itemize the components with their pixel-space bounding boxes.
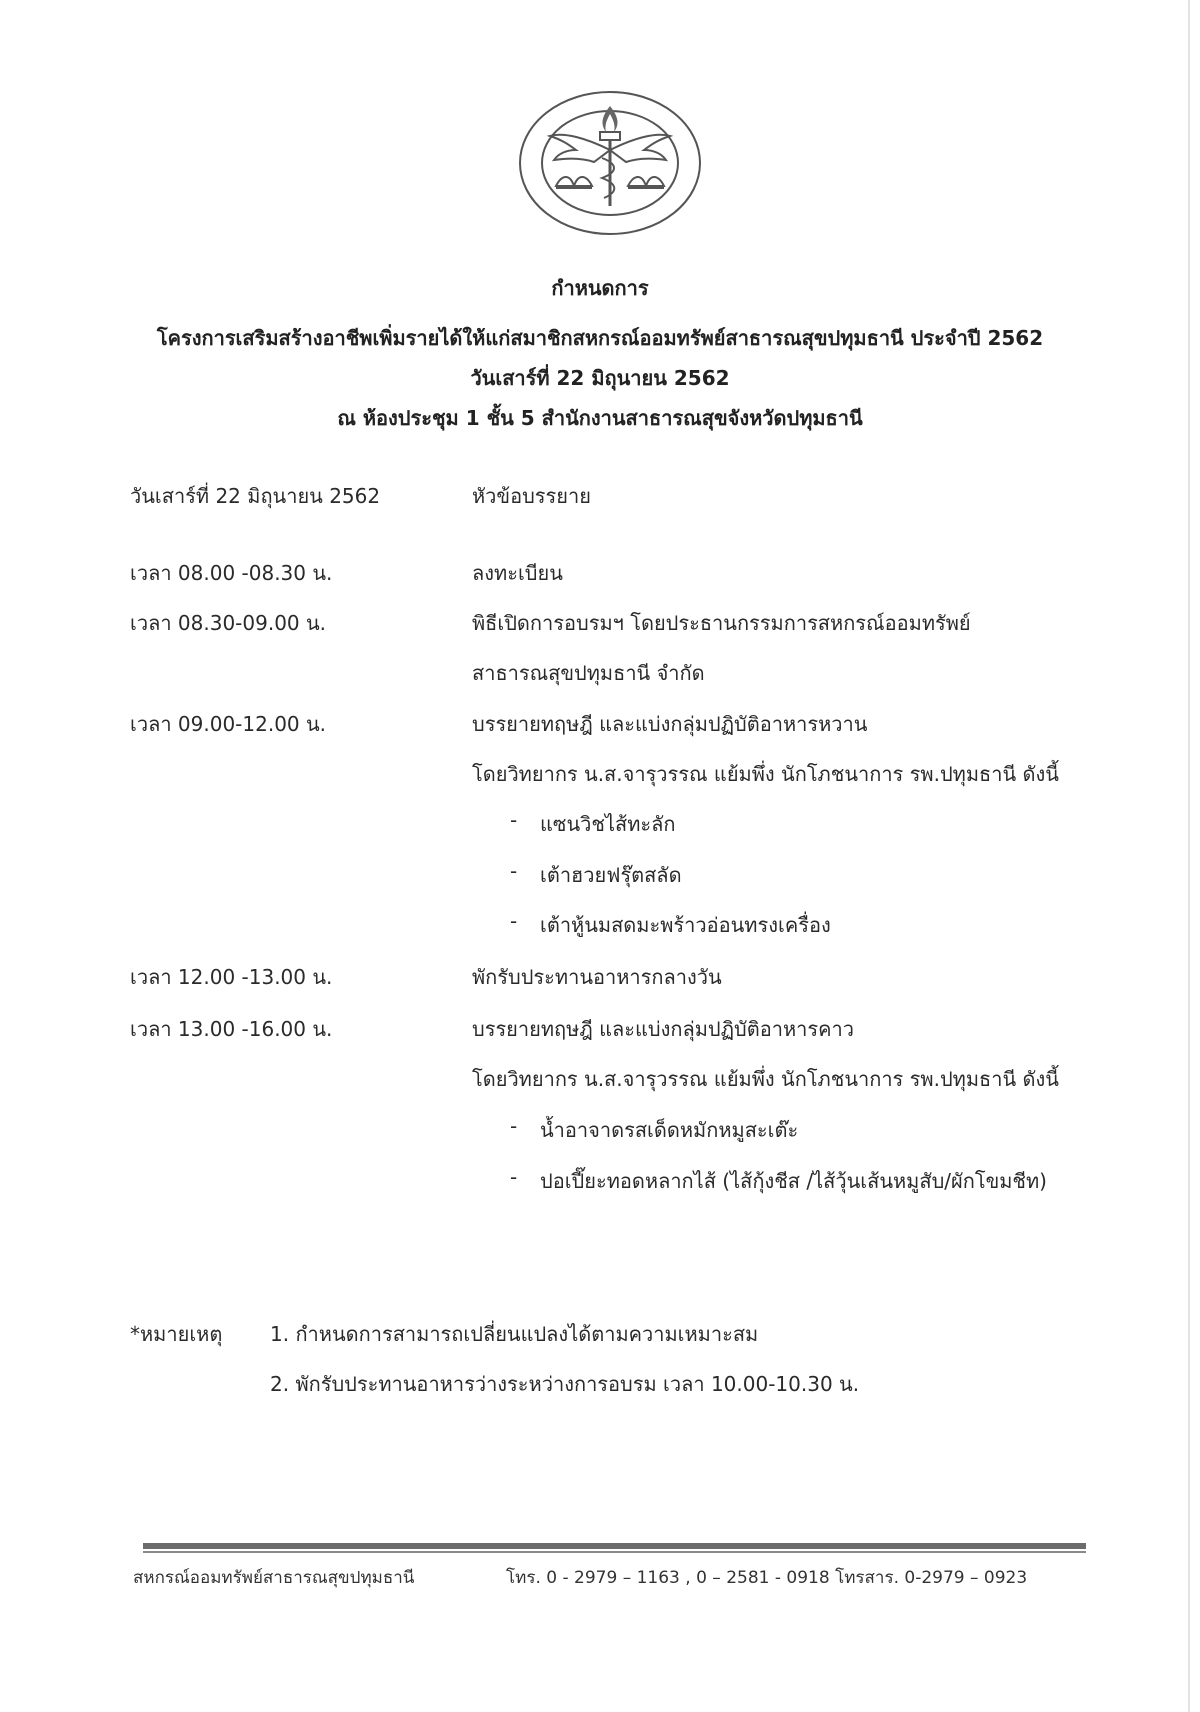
schedule-topic-line: โดยวิทยากร น.ส.จารุวรรณ แย้มพึ่ง นักโภชนาการ รพ.ปทุมธานี ดังนี้	[472, 1067, 1059, 1091]
bullet-dash: -	[510, 1165, 518, 1189]
menu-item: แซนวิชไส้ทะลัก	[540, 812, 676, 836]
event-date: วันเสาร์ที่ 22 มิถุนายน 2562	[470, 366, 730, 390]
schedule-topic-line: บรรยายทฤษฎี และแบ่งกลุ่มปฏิบัติอาหารหวาน	[472, 712, 868, 736]
schedule-time: เวลา 08.00 -08.30 น.	[130, 561, 333, 585]
schedule-topic-line: พิธีเปิดการอบรมฯ โดยประธานกรรมการสหกรณ์ออมทรัพย์	[472, 611, 971, 635]
menu-item: เต้าฮวยฟรุ๊ตสลัด	[540, 863, 682, 887]
schedule-topic-line: โดยวิทยากร น.ส.จารุวรรณ แย้มพึ่ง นักโภชนาการ รพ.ปทุมธานี ดังนี้	[472, 762, 1059, 786]
remarks-label: *หมายเหตุ	[130, 1322, 223, 1346]
schedule-topic-line: ลงทะเบียน	[472, 561, 563, 585]
menu-item: เต้าหู้นมสดมะพร้าวอ่อนทรงเครื่อง	[540, 913, 831, 937]
footer-rule	[143, 1543, 1086, 1549]
schedule-time: เวลา 12.00 -13.00 น.	[130, 965, 333, 989]
schedule-topic-line: บรรยายทฤษฎี และแบ่งกลุ่มปฏิบัติอาหารคาว	[472, 1017, 854, 1041]
remark-item: 1. กำหนดการสามารถเปลี่ยนแปลงได้ตามความเหมาะสม	[270, 1322, 759, 1346]
footer-organization: สหกรณ์ออมทรัพย์สาธารณสุขปทุมธานี	[133, 1568, 415, 1588]
footer-contact: โทร. 0 - 2979 – 1163 , 0 – 2581 - 0918 โทรสาร. 0-2979 – 0923	[506, 1568, 1028, 1588]
schedule-time: เวลา 13.00 -16.00 น.	[130, 1017, 333, 1041]
schedule-date-header: วันเสาร์ที่ 22 มิถุนายน 2562	[130, 484, 381, 508]
bullet-dash: -	[510, 859, 518, 883]
schedule-time: เวลา 08.30-09.00 น.	[130, 611, 327, 635]
bullet-dash: -	[510, 909, 518, 933]
remark-item: 2. พักรับประทานอาหารว่างระหว่างการอบรม เวลา 10.00-10.30 น.	[270, 1372, 860, 1396]
schedule-topic-line: สาธารณสุขปทุมธานี จำกัด	[472, 661, 705, 685]
cooperative-seal-logo	[516, 88, 704, 238]
schedule-time: เวลา 09.00-12.00 น.	[130, 712, 327, 736]
schedule-topic-line: พักรับประทานอาหารกลางวัน	[472, 965, 722, 989]
page-edge-line	[1188, 0, 1190, 1712]
footer-rule-thin	[143, 1551, 1086, 1553]
event-venue: ณ ห้องประชุม 1 ชั้น 5 สำนักงานสาธารณสุขจังหวัดปทุมธานี	[337, 406, 863, 430]
project-title: โครงการเสริมสร้างอาชีพเพิ่มรายได้ให้แก่สมาชิกสหกรณ์ออมทรัพย์สาธารณสุขปทุมธานี ประจำปี 2562	[156, 326, 1044, 350]
bullet-dash: -	[510, 1114, 518, 1138]
bullet-dash: -	[510, 808, 518, 832]
schedule-topic-header: หัวข้อบรรยาย	[472, 484, 591, 508]
menu-item: ปอเปี๊ยะทอดหลากไส้ (ไส้กุ้งชีส /ไส้วุ้นเส้นหมูสับ/ผักโขมชีท)	[540, 1169, 1047, 1193]
menu-item: น้ำอาจาดรสเด็ดหมักหมูสะเต๊ะ	[540, 1118, 799, 1142]
document-title: กำหนดการ	[551, 276, 649, 300]
